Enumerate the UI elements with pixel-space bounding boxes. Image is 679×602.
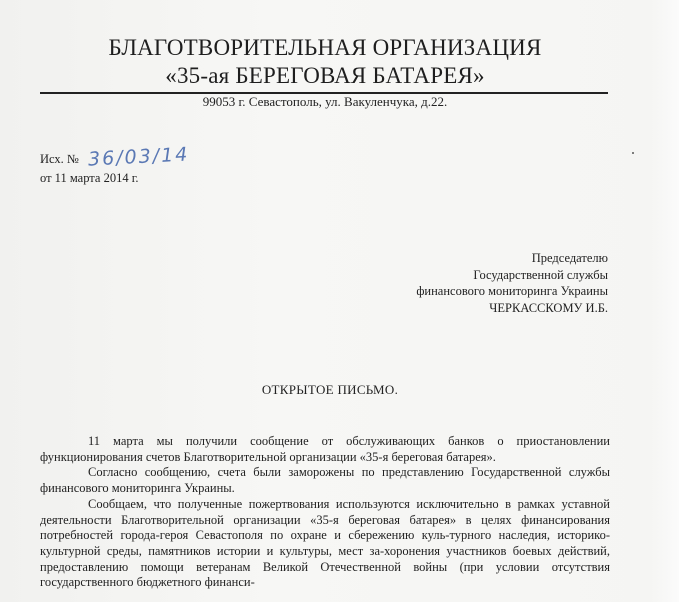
letter-body (40, 434, 610, 591)
addressee-line: ЧЕРКАССКОМУ И.Б. (489, 300, 608, 315)
organization-address: 99053 г. Севастополь, ул. Вакуленчука, д.22. (202, 94, 448, 109)
reference-label: Исх. № (40, 152, 79, 166)
addressee-line: Государственной службы (473, 267, 608, 282)
body-paragraph: Согласно сообщению, счета были заморожены по представлению Государственной службы финансового мониторинга Украины. (40, 465, 610, 496)
organization-name-line-2: «35-ая БЕРЕГОВАЯ БАТАРЕЯ» (165, 63, 485, 88)
letter-date: от 11 марта 2014 г. (40, 171, 139, 185)
addressee-line: Председателю (531, 251, 608, 265)
handwritten-reference-number: 36/03/14 (87, 143, 190, 171)
page-edge (651, 0, 679, 602)
organization-name (40, 34, 610, 90)
letter-title: ОТКРЫТОЕ ПИСЬМО. (261, 382, 399, 397)
body-paragraph: 11 марта мы получили сообщение от обслуживающих банков о приостановлении функционирования счетов Благотворительной организации «35-я береговая батарея». (40, 434, 610, 464)
organization-name-line-1: БЛАГОТВОРИТЕЛЬНАЯ ОРГАНИЗАЦИЯ (108, 35, 542, 60)
addressee-line: финансового мониторинга Украины (416, 284, 608, 298)
paper-speck (632, 152, 634, 154)
body-paragraph: Сообщаем, что полученные пожертвования используются исключительно в рамках уставной деятельности Благотворительной организации «35-я береговая батарея» в целях финансирования потребностей города-героя Севастополя по охране и сбережению куль-турного наследия, историко-культурной среды, памятников истории и культуры, мест за-хоронения участников боевых действий, предоставлению помощи ветеранам Великой Отечественной войны (при условии отсутствия государственного бюджетного финанси- (40, 496, 610, 590)
outgoing-reference (40, 143, 190, 171)
addressee-block (416, 250, 608, 316)
